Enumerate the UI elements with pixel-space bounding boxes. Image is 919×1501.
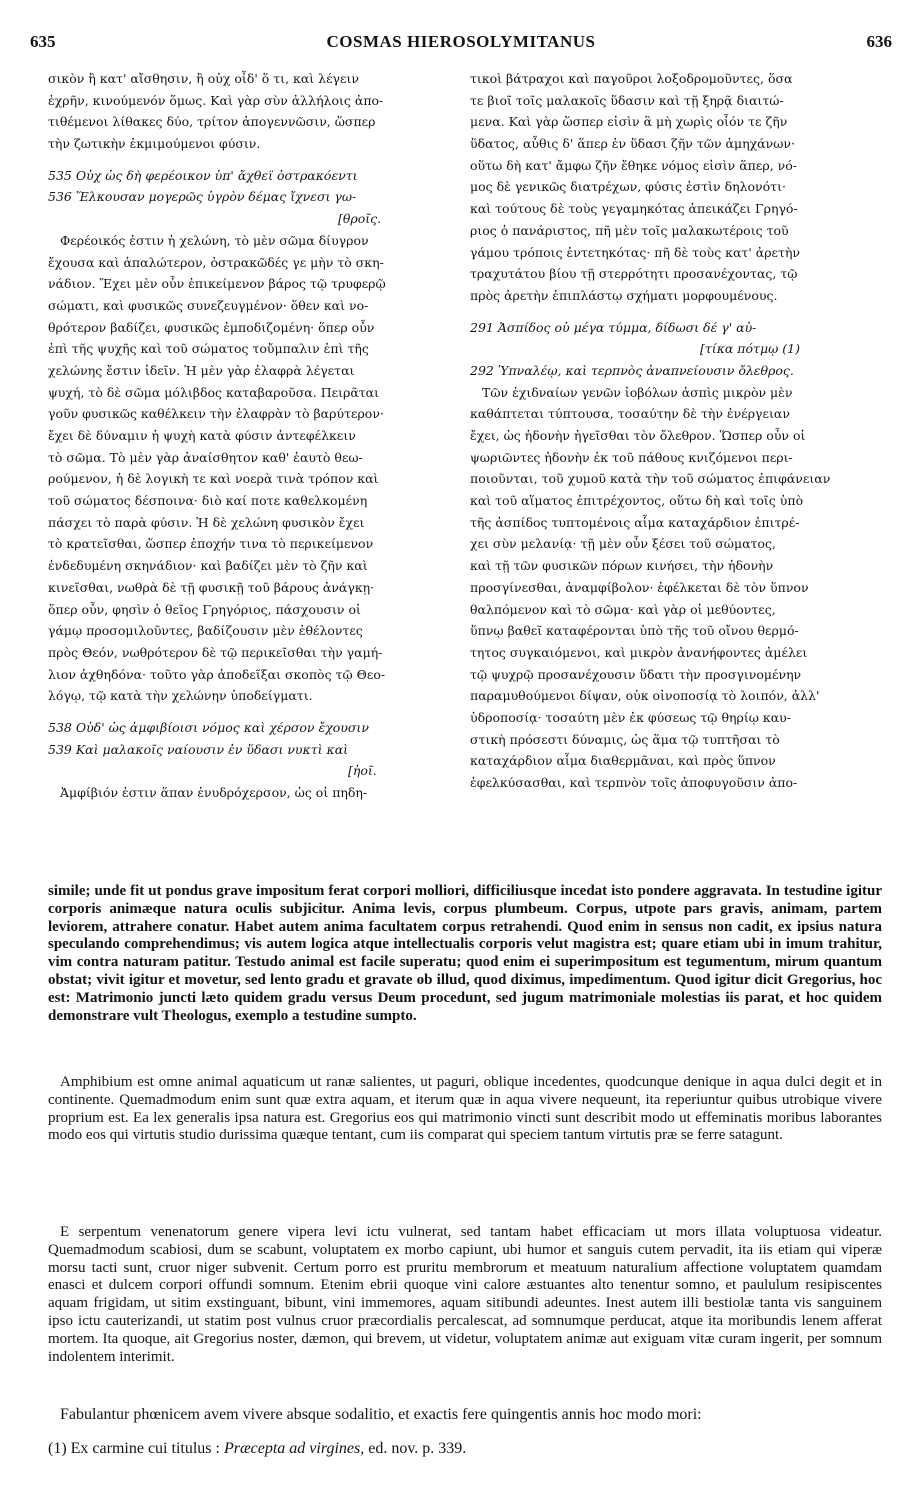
text-line: ὕδατος, αὖθις δ' ἅπερ ἐν ὕδασι ζῆν τῶν ἀμηχάνων· [470, 136, 795, 152]
verse-continuation: [θροῖς. [338, 211, 382, 227]
text-line: τὸ σῶμα. Τὸ μὲν γὰρ ἀναίσθητον καθ' ἑαυτὸ θεω- [48, 449, 363, 465]
page-header [30, 32, 892, 58]
text-line: θαλπόμενον καὶ τὸ σῶμα· καὶ γὰρ οἱ μεθύοντες, [470, 601, 776, 617]
text-line: τῷ ψυχρῷ προσανέχουσιν ὕδατι τὴν προσγινομένην [470, 666, 802, 682]
page-number-left: 635 [30, 32, 56, 51]
text-line: ἔχουσα καὶ ἁπαλώτερον, ὀστρακῶδές γε μὴν τὸ σκη- [48, 254, 384, 270]
text-line: τιθέμενοι λίθακες δύο, τρίτον ἀπογεννῶσιν, ὥσπερ [48, 114, 376, 130]
footnote-title: Præcepta ad virgines, [223, 1440, 365, 1457]
text-line: ὕπνῳ βαθεῖ καταφέρονται ὑπὸ τῆς τοῦ οἴνου θερμό- [470, 623, 799, 639]
footnote [48, 1440, 882, 1458]
text-line: ἔχει δὲ δύναμιν ἡ ψυχὴ κατὰ φύσιν ἀντεφέλκειν [48, 428, 356, 443]
text-line: τραχυτάτου βίου τῇ στερρότητι προσανέχοντας, τῷ [470, 266, 798, 282]
verse-continuation: [ἠοῖ. [348, 763, 377, 779]
text-line: χελώνης ἔστιν ἰδεῖν. Ἡ μὲν γὰρ ἐλαφρὰ λέγεται [48, 362, 355, 378]
text-line: πρὸς Θεόν, νωθρότερον δὲ τῷ περικεῖσθαι τὴν γαμή- [48, 644, 383, 660]
text-line: καὶ τούτους δὲ τοὺς γεγαμηκότας ἀπεικάζει Γρηγό- [470, 201, 798, 217]
text-line: σικὸν ἢ κατ' αἴσθησιν, ἢ οὐχ οἶδ' ὅ τι, καὶ λέγειν [48, 71, 359, 86]
text-line: ἐχρῆν, κινούμενόν ὅμως. Καὶ γὰρ σὺν ἀλλήλοις ἀπο- [48, 92, 384, 108]
spacer [48, 707, 452, 717]
text-line: τὴν ζωτικὴν ἐκμιμούμενοι φύσιν. [48, 136, 261, 152]
text-line: ὅπερ οὖν, φησὶν ὁ θεῖος Γρηγόριος, πάσχουσιν οἱ [48, 601, 361, 617]
text-line: καταχάρδιον αἷμα διαθερμᾶναι, καὶ πρὸς ὕπνον [470, 753, 776, 769]
latin-text: simile; unde fit ut pondus grave impositum ferat corpori molliori, difficiliusque incedat isto pondere aggravata. In testudine igitur corporis animæque natura oculis subjicitur. Anima levis, corpus plumbeum. Corpus, utpote pars gravis, animam, partem leviorem, attrahere conatur. Habet autem anima facultatem corpus retrahendi. Quod enim in sensus non cadit, ex ipsius natura speculando comprehendimus; vis autem logica atque intellectualis corporis velut magistra est; quare etiam ubi in imum trahitur, vim contra naturam patitur. Testudo animal est facile superatu; quod enim ei superimpositum est tegumentum, mirum quantum obstat; vivit igitur et movetur, sed lento gradu et gravate ob illud, quod diximus, impedimentum. Quod igitur dicit Gregorius, hoc est: Matrimonio juncti læto quidem gradu versus Deum procedunt, sed jugum matrimoniale molestias iis parat, et hoc quidem demonstrare vult Theologus, exemplo a testudine sumpto. [48, 883, 882, 1024]
text-line: σώματι, καὶ φυσικῶς συνεζευγμένον· ὅθεν καὶ νο- [48, 297, 369, 313]
running-title: COSMAS HIEROSOLYMITANUS [326, 32, 596, 51]
text-line: πάσχει τὸ παρὰ φύσιν. Ἡ δὲ χελώνη φυσικὸν ἔχει [48, 514, 365, 530]
text-line: νάδιον. Ἔχει μὲν οὖν ἐπικείμενον βάρος τῷ τρυφερῷ [48, 276, 386, 292]
text-line: καὶ τοῦ αἵματος ἐπιτρέχοντος, οὕτω δὴ καὶ τοῖς ὑπὸ [470, 493, 804, 509]
text-line: γάμου τρόποις ἐντετηκότας· πῆ δὲ τοὺς κατ' ἀρετὴν [470, 244, 801, 260]
text-line: ὑδροποσίᾳ· τοσαύτη μὲν ἐκ φύσεως τῷ θηρίῳ καυ- [470, 709, 791, 725]
text-line: ἐφελκύσασθαι, καὶ τερπνὸν τοῖς ἀποφυγοῦσιν ἀπο- [470, 775, 798, 790]
latin-paragraph-testudo [48, 883, 882, 1025]
text-line: ἐπὶ τῆς ψυχῆς καὶ τοῦ σώματος τοὔμπαλιν ἐπὶ τῆς [48, 341, 369, 357]
page-number-right: 636 [866, 32, 892, 51]
verse-line: 536 Ἕλκουσαν μογερῶς ὑγρὸν δέμας ἴχνεσι γω- [48, 189, 357, 205]
text-line: καὶ τῇ τῶν φυσικῶν πόρων κινήσει, τὴν ἡδονὴν [470, 558, 774, 574]
latin-paragraph-phoenix [48, 1406, 882, 1424]
greek-column-left [48, 68, 452, 804]
latin-text: Amphibium est omne animal aquaticum ut ranæ salientes, ut paguri, oblique incedentes, quodcunque denique in aqua dulci degit et in continente. Quemadmodum enim sunt quæ extra aquam, et iterum quæ in aqua vivere nequeunt, ita reperiuntur quibus utrobique vivere proprium est. Ea lex generalis ipsa natura est. Gregorius eos qui matrimonio vincti sunt describit modo ut effeminatis moribus laborantes modo eos qui virtutis studio durissima quæque tentant, cum iis comparat qui speciem tantum virtutis præ se ferre satagunt. [48, 1074, 882, 1144]
text-line: γάμῳ προσομιλοῦντες, βαδίζουσιν μὲν ἐθέλοντες [48, 623, 363, 639]
text-line: λόγῳ, τῷ κατὰ τὴν χελώνην ὑποδείγματι. [48, 688, 313, 704]
latin-paragraph-amphibium [48, 1074, 882, 1145]
text-line: οὕτω δὴ κατ' ἄμφω ζῆν ἔθηκε νόμος εἰσὶν ἅπερ, νό- [470, 157, 797, 173]
text-line: χει σὺν μελανίᾳ· τῇ μὲν οὖν ξέσει τοῦ σώματος, [470, 536, 776, 552]
spacer [48, 155, 452, 165]
text-line: ριος ὁ πανάριστος, πῆ μὲν τοῖς μαλακωτέροις τοῦ [470, 222, 789, 238]
text-line: τητος συγκαιόμενοι, καὶ μικρὸν ἀνανήφοντες ἀμέλει [470, 644, 808, 660]
footnote-suffix: ed. nov. p. 339. [368, 1440, 467, 1457]
text-line: τὸ κρατεῖσθαι, ὥσπερ ἐποχήν τινα τὸ περικείμενον [48, 536, 374, 552]
text-line: ἔχει, ὡς ἡδονὴν ἡγεῖσθαι τὸν ὄλεθρον. Ὥσπερ οὖν οἱ [470, 428, 806, 443]
verse-continuation: [τίκα πότμῳ (1) [700, 341, 800, 357]
text-line: γοῦν φυσικῶς καθέλκειν τὴν ἐλαφρὰν τὸ βαρύτερον· [48, 406, 384, 422]
text-line: ψυχή, τὸ δὲ σῶμα μόλιβδος καταβαροῦσα. Πειρᾶται [48, 384, 380, 400]
text-line: μενα. Καὶ γὰρ ὥσπερ εἰσὶν ἃ μὴ χωρὶς οἷόν τε ζῆν [470, 114, 788, 130]
latin-text: E serpentum venenatorum genere vipera levi ictu vulnerat, sed tantam habet efficaciam ut mors illata voluptuosa videatur. Quemadmodum scabiosi, dum se scabunt, voluptatem ex morbo capiunt, ubi humor et sanguis cutem pervadit, ita iis etiam qui viperæ morsu tacti sunt, cruor niger subvenit. Certum porro est pruritu membrorum et meatuum naturalium affectione voluptatem quamdam enasci et dulcem corpori offundi somnum. Etenim ebrii quoque vini calore æstuantes alto tenentur somno, et paululum resipiscentes aquam frigidam, ut sitim exstinguant, bibunt, vini immemores, aquam sitibundi adeuntes. Inest autem illi bestiolæ tanta vis sanguinem ipso ictu cauterizandi, ut statim post vulnus cruor præcordialis percalescat, ad somnumque perducat, atque ita moribundis lenem afferat mortem. Ita quoque, ait Gregorius noster, dæmon, qui brevem, ut videtur, voluptatem animæ aut exiguam vitæ curam ingerit, per somnum indolentem interimit. [48, 1224, 882, 1365]
text-line: θρότερον βαδίζει, φυσικῶς ἐμποδιζομένη· ὅπερ οὖν [48, 319, 375, 335]
verse-line: 292 Ὑπναλέῳ, καὶ τερπνὸς ἀναπνείουσιν ὄλεθρος. [470, 362, 794, 378]
verse-line: 539 Καὶ μαλακοῖς ναίουσιν ἐν ὕδασι νυκτὶ καὶ [48, 741, 349, 757]
latin-paragraph-vipera [48, 1224, 882, 1366]
verse-line: 291 Ἀσπίδος οὐ μέγα τύμμα, δίδωσι δέ γ' αὐ- [470, 319, 757, 335]
text-line: πρὸς ἀρετὴν ἐπιπλάστῳ σχήματι μορφουμένους. [470, 287, 778, 303]
text-line: ποιοῦνται, τοῦ χυμοῦ κατὰ τὴν τοῦ σώματος ἐπιφάνειαν [470, 471, 831, 487]
text-line: κινεῖσθαι, νωθρὰ δὲ τῇ φυσικῇ τοῦ βάρους ἀνάγκῃ· [48, 579, 375, 595]
text-line: ἐνδεδυμένη σκηνάδιον· καὶ βαδίζει μὲν τὸ ζῆν καὶ [48, 558, 368, 574]
verse-line: 535 Οὐχ ὡς δὴ φερέοικον ὑπ' ἄχθεϊ ὀστρακόεντι [48, 167, 358, 183]
text-line: καθάπτεται τύπτουσα, τοσαύτην δὲ τὴν ἐνέργειαν [470, 406, 790, 422]
text-line: Ἀμφίβιόν ἐστιν ἅπαν ἐνυδρόχερσον, ὡς οἱ πηδη- [60, 785, 368, 800]
verse-line: 538 Οὐδ' ὡς ἀμφιβίοισι νόμος καὶ χέρσον ἔχουσιν [48, 719, 369, 735]
text-line: παραμυθούμενοι δίψαν, οὐκ οἰνοποσίᾳ τὸ λοιπόν, ἀλλ' [470, 688, 820, 704]
greek-column-right [470, 68, 880, 794]
text-line: Φερέοικός ἐστιν ἡ χελώνη, τὸ μὲν σῶμα δίυγρον [60, 232, 369, 248]
text-line: τικοὶ βάτραχοι καὶ παγοῦροι λοξοδρομοῦντες, ὅσα [470, 71, 793, 86]
text-line: στικὴ πρόσεστι δύναμις, ὡς ἅμα τῷ τυπτῆσαι τὸ [470, 731, 780, 747]
text-line: τοῦ σώματος δέσποινα· διὸ καί ποτε καθελκομένη [48, 493, 368, 509]
text-line: ψωριῶντες ἡδονὴν ἐκ τοῦ πάθους κνιζόμενοι περι- [470, 449, 793, 465]
latin-text: Fabulantur phœnicem avem vivere absque sodalitio, et exactis fere quingentis annis hoc modo mori: [60, 1406, 702, 1423]
text-line: ρούμενον, ἡ δὲ λογικὴ τε καὶ νοερὰ τινὰ τρόπον καὶ [48, 471, 379, 487]
text-line: Τῶν ἐχιδναίων γενῶν ἰοβόλων ἀσπὶς μικρὸν μὲν [482, 384, 793, 400]
text-line: τῆς ἀσπίδος τυπτομένοις αἷμα καταχάρδιον ἐπιτρέ- [470, 514, 800, 530]
text-line: τε βιοῖ τοῖς μαλακοῖς ὕδασιν καὶ τῇ ξηρᾷ διαιτώ- [470, 92, 784, 108]
text-line: λιον ἀχθηδόνα· τοῦτο γὰρ ἀποδεῖξαι σκοπὸς τῷ Θεο- [48, 666, 386, 682]
spacer [470, 307, 880, 317]
text-line: προσγίνεσθαι, ἀναμφίβολον· ἐφέλκεται δὲ τὸν ὕπνον [470, 579, 809, 595]
text-line: μος δὲ γενικῶς διατρέχων, φύσις ἐστὶν δηλονότι· [470, 179, 786, 195]
footnote-prefix: (1) Ex carmine cui titulus : [48, 1440, 220, 1457]
